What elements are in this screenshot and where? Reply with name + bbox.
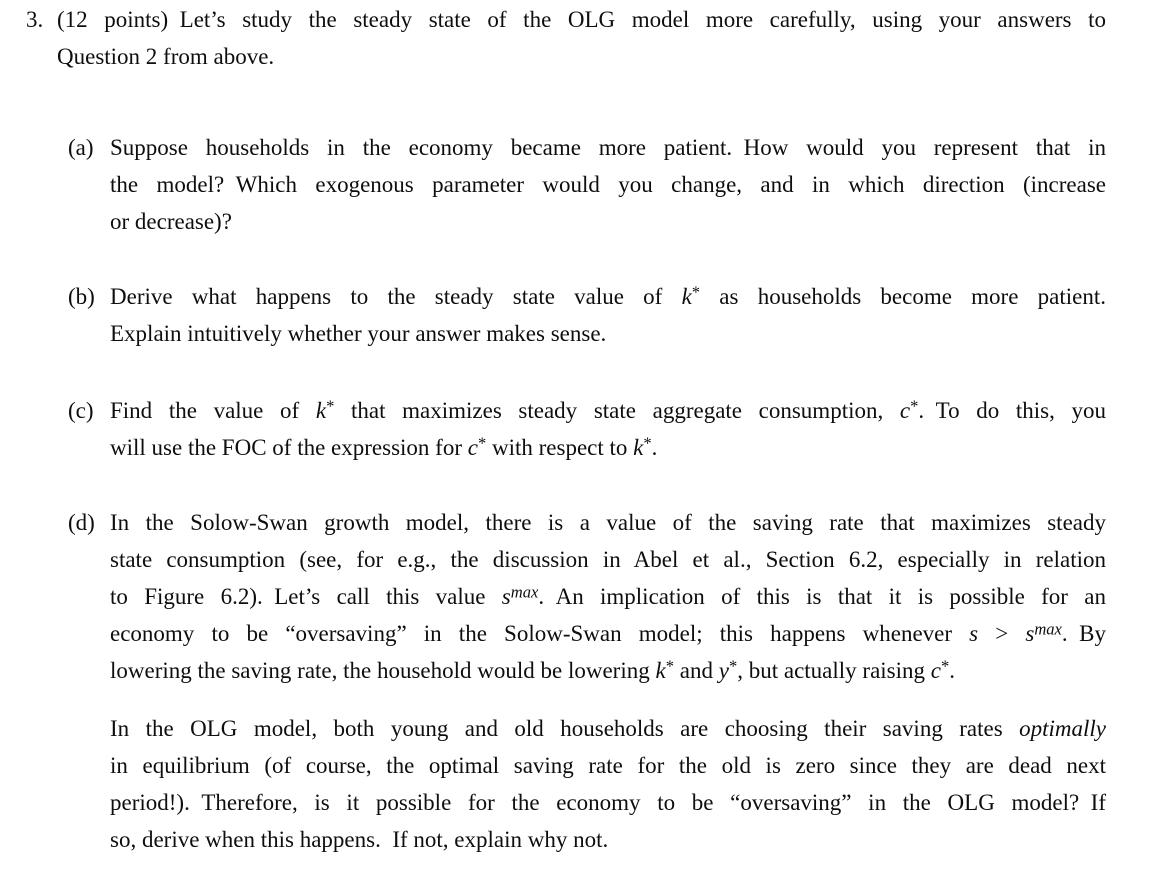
part-b-text: [110, 278, 1106, 352]
problem-part-d: [68, 504, 1106, 858]
text-line: [110, 129, 1106, 166]
part-a-paragraph: [110, 129, 1106, 240]
text-run: . To do this, you: [918, 398, 1106, 423]
part-d-paragraph-1: [110, 504, 1106, 689]
text-run: In the Solow-Swan growth model, there is a value of the saving rate that maximizes steady: [110, 510, 1106, 535]
problem-part-b: [68, 278, 1106, 352]
text-run: economy to be “oversaving” in the Solow-Swan model; this happens whenever: [110, 621, 970, 646]
text-line: [110, 429, 1106, 466]
text-line: [110, 315, 1106, 352]
text-line: [110, 541, 1106, 578]
math-run: *: [910, 396, 919, 416]
math-run: *: [691, 282, 701, 302]
math-run: k: [633, 435, 644, 460]
text-run: Find the value of: [110, 398, 316, 423]
math-run: k: [681, 284, 692, 309]
text-run: or decrease)?: [110, 209, 232, 234]
math-run: *: [728, 656, 738, 676]
math-run: max: [510, 582, 539, 602]
text-line: [57, 38, 1106, 75]
text-run: Question 2 from above.: [57, 44, 275, 69]
math-run: c: [467, 435, 478, 460]
math-run: *: [665, 656, 674, 676]
text-run: so, derive when this happens. If not, explain why not.: [110, 827, 609, 852]
text-line: [110, 652, 1106, 689]
problem-number-label: 3.: [26, 7, 44, 32]
part-c-paragraph: [110, 392, 1106, 466]
text-run: as households become more patient.: [700, 284, 1106, 309]
text-run: Suppose households in the economy became more patient. How would you represent that in: [110, 135, 1106, 160]
text-run: that maximizes steady state aggregate consumption,: [334, 398, 900, 423]
text-run: . By: [1061, 621, 1106, 646]
text-run: in equilibrium (of course, the optimal saving rate for the old is zero since they are dead next: [110, 753, 1106, 778]
text-run: In the OLG model, both young and old households are choosing their saving rates: [110, 716, 1020, 741]
text-line: [110, 166, 1106, 203]
math-run: max: [1034, 619, 1062, 639]
text-run: state consumption (see, for e.g., the discussion in Abel et al., Section 6.2, especially in relation: [110, 547, 1106, 572]
text-run: will use the FOC of the expression for: [110, 435, 468, 460]
text-line: [57, 1, 1106, 38]
part-b-label: (b): [68, 284, 95, 309]
problem-part-c: [68, 392, 1106, 466]
part-c-text: [110, 392, 1106, 466]
text-run: .: [949, 658, 956, 683]
math-run: optimally: [1019, 716, 1106, 741]
problem-intro-text: [57, 1, 1106, 75]
math-run: y: [718, 658, 729, 683]
text-run: Explain intuitively whether your answer makes sense.: [110, 321, 607, 346]
problem-item-3: [26, 0, 1106, 75]
text-run: .: [651, 435, 658, 460]
text-run: lowering the saving rate, the household would be lowering: [110, 658, 656, 683]
part-d-text: [110, 504, 1106, 858]
math-run: c: [930, 658, 941, 683]
math-run: *: [643, 433, 652, 453]
text-line: [110, 203, 1106, 240]
text-run: the model? Which exogenous parameter would you change, and in which direction (increase: [110, 172, 1106, 197]
text-run: period!). Therefore, is it possible for the economy to be “oversaving” in the OLG model? If: [110, 790, 1106, 815]
math-run: c: [899, 398, 911, 423]
math-run: k: [315, 398, 327, 423]
text-run: (12 points) Let’s study the steady state of the OLG model more carefully, using your answers to: [57, 7, 1106, 32]
math-run: s: [501, 584, 511, 609]
math-run: *: [940, 656, 950, 676]
part-a-label: (a): [68, 135, 94, 160]
part-c-label: (c): [68, 398, 94, 423]
math-run: k: [655, 658, 666, 683]
math-run: s: [969, 621, 979, 646]
text-run: to Figure 6.2). Let’s call this value: [110, 584, 502, 609]
math-run: *: [477, 433, 487, 453]
text-run: with respect to: [486, 435, 634, 460]
math-run: s: [1025, 621, 1035, 646]
part-d-paragraph-2: [110, 710, 1106, 858]
part-d-label: (d): [68, 510, 95, 535]
text-run: >: [978, 621, 1026, 646]
part-b-paragraph: [110, 278, 1106, 352]
text-line: [110, 278, 1106, 315]
text-line: [110, 710, 1106, 747]
text-line: [110, 504, 1106, 541]
math-run: *: [326, 396, 335, 416]
text-run: , but actually raising: [737, 658, 931, 683]
text-run: and: [674, 658, 719, 683]
text-line: [110, 747, 1106, 784]
problem-intro-paragraph: [57, 1, 1106, 75]
text-run: . An implication of this is that it is possible for an: [538, 584, 1106, 609]
text-line: [110, 578, 1106, 615]
text-run: Derive what happens to the steady state value of: [110, 284, 682, 309]
text-line: [110, 784, 1106, 821]
problem-part-a: [68, 129, 1106, 240]
text-line: [110, 615, 1106, 652]
part-a-text: [110, 129, 1106, 240]
text-line: [110, 392, 1106, 429]
text-line: [110, 821, 1106, 858]
